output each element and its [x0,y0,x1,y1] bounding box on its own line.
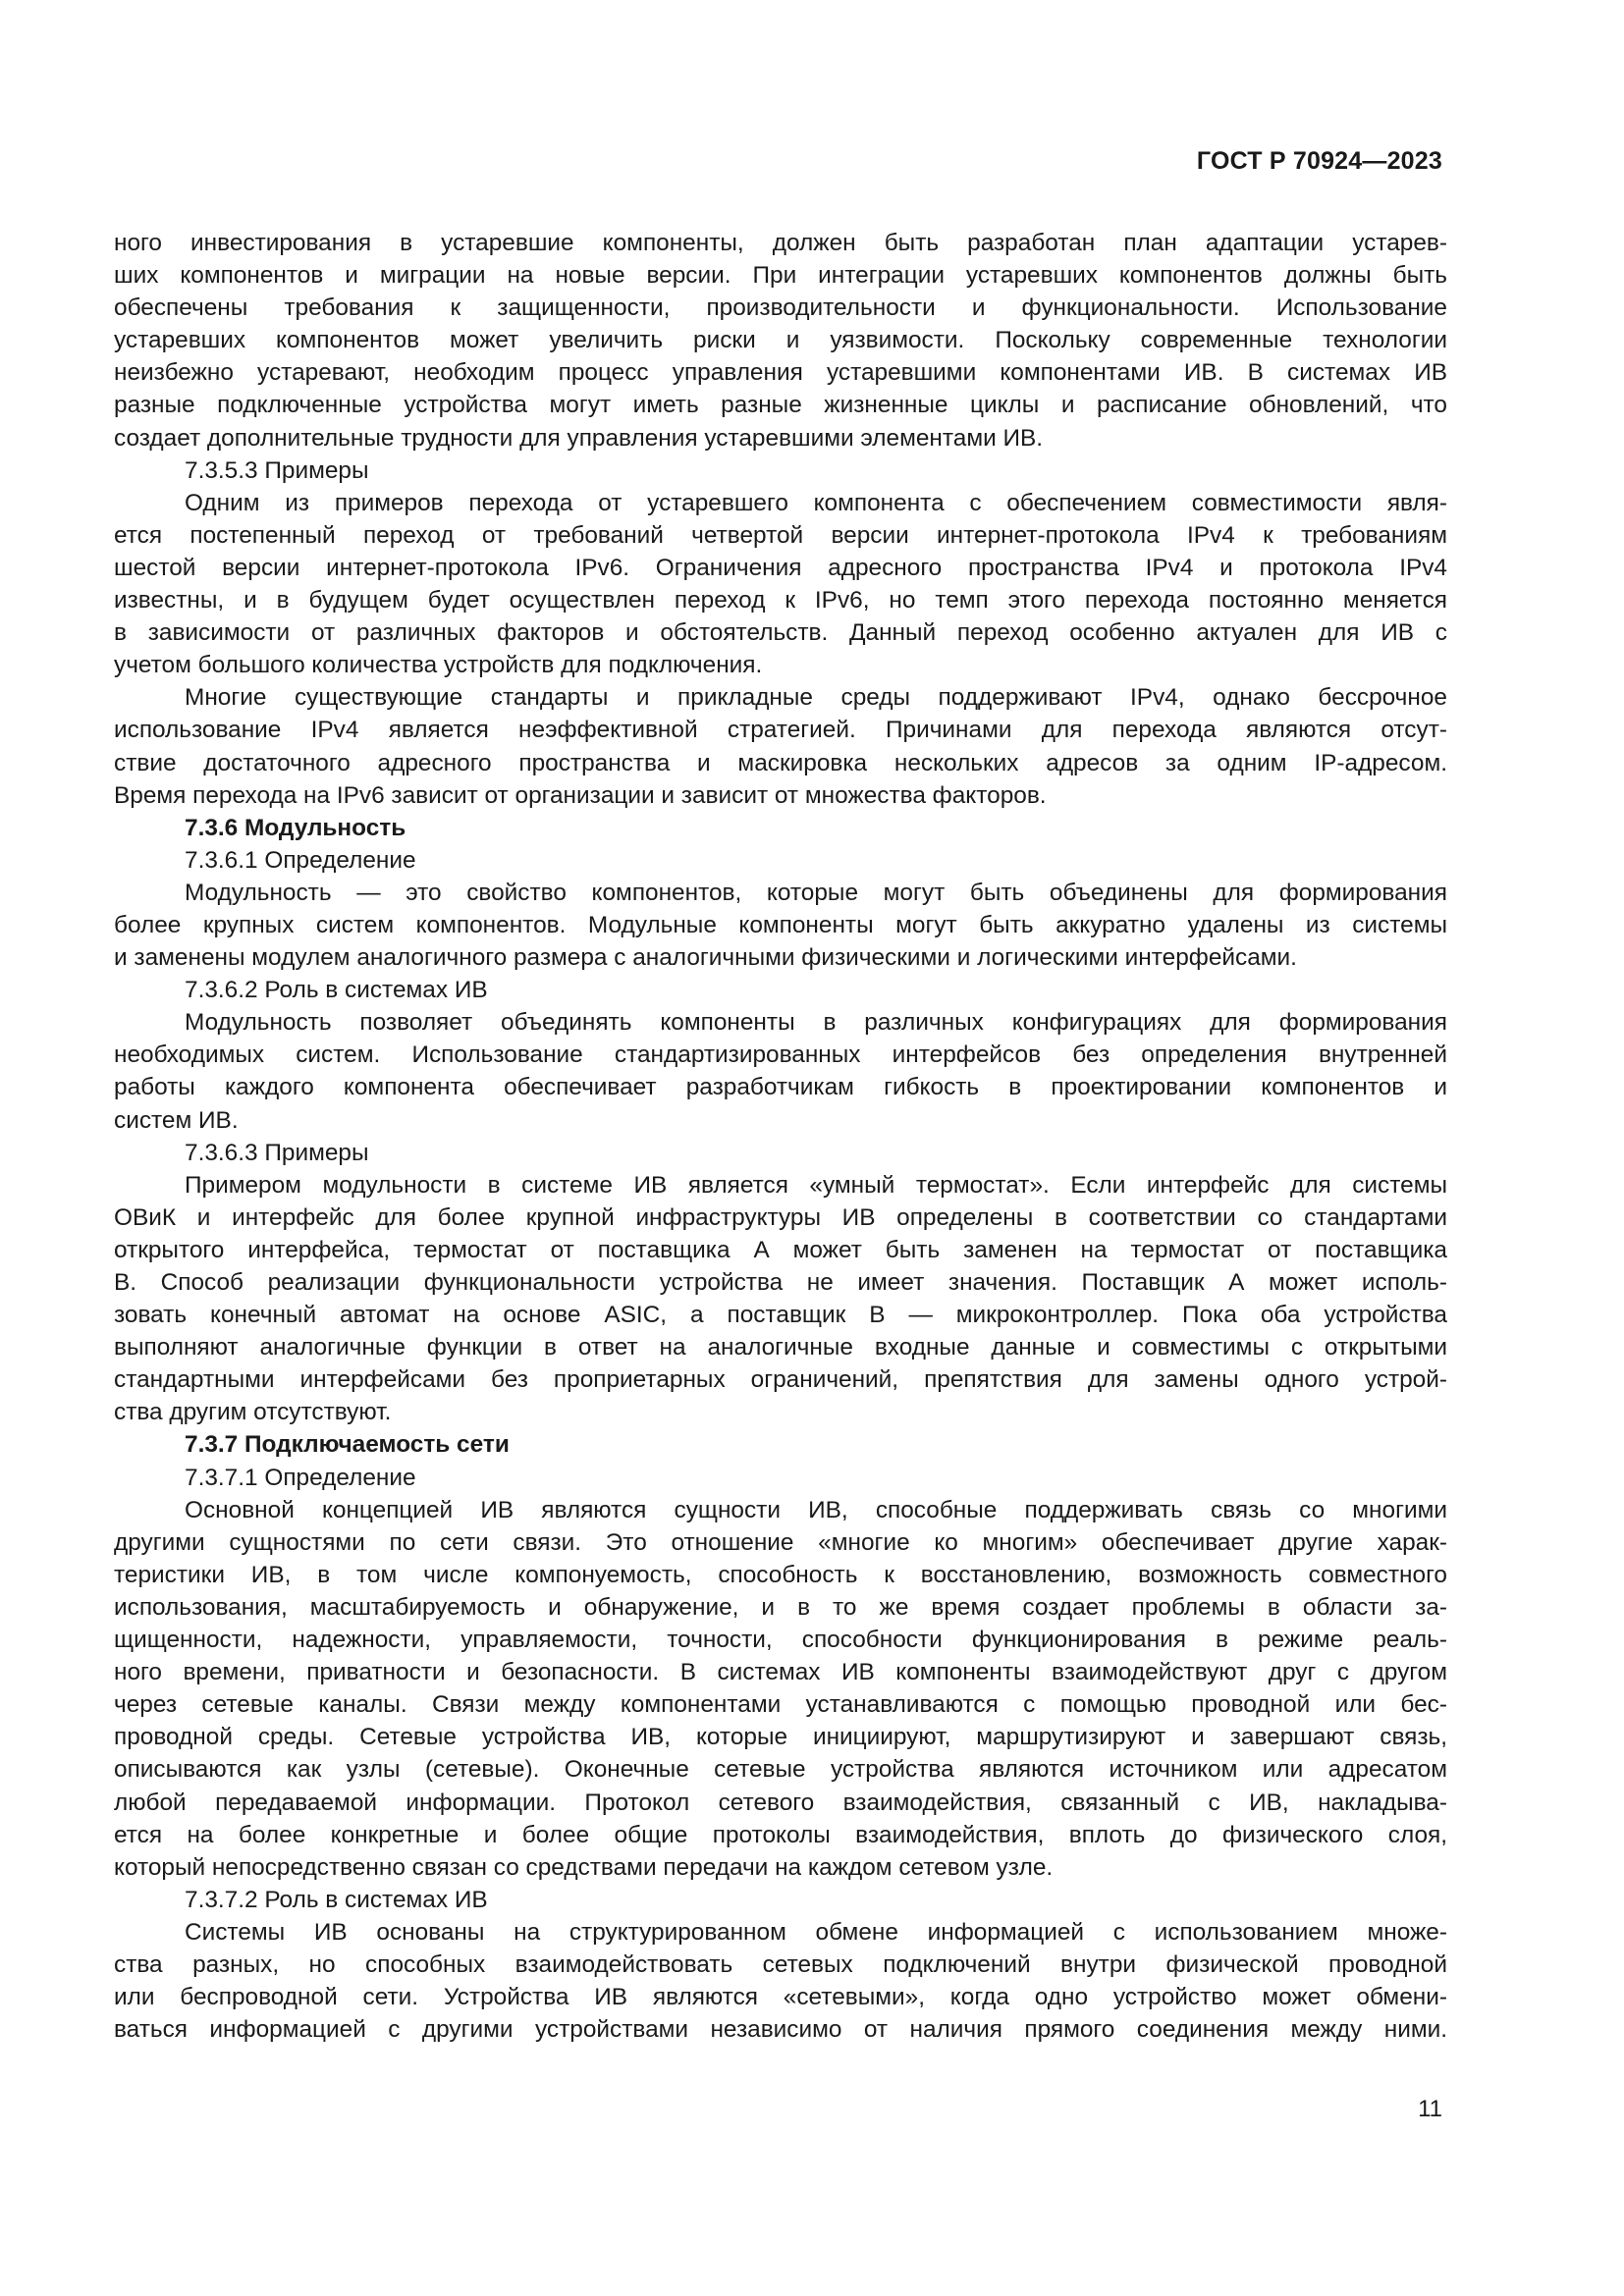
section-heading: 7.3.7.1 Определение [185,1464,416,1491]
section-heading: 7.3.7.2 Роль в системах ИВ [185,1886,488,1913]
paragraph [114,681,1447,811]
paragraph [114,227,1447,454]
text-line: Системы ИВ основаны на структурированном обмене информацией с использованием множе- [185,1918,1447,1946]
text-line: открытого интерфейса, термостат от поставщика А может быть заменен на термостат от поставщика [114,1236,1447,1263]
section-heading: 7.3.6.2 Роль в системах ИВ [185,977,488,1004]
text-line: теристики ИВ, в том числе компонуемость, способность к восстановлению, возможность совместного [114,1561,1447,1588]
text-line: ства разных, но способных взаимодействовать сетевых подключений внутри физической проводной [114,1950,1447,1978]
section-heading: 7.3.7 Подключаемость сети [185,1431,510,1459]
text-line: или беспроводной сети. Устройства ИВ являются «сетевыми», когда одно устройство может обмени- [114,1984,1447,2011]
paragraph [114,1006,1447,1136]
text-line: ного времени, приватности и безопасности. В системах ИВ компоненты взаимодействуют друг с другом [114,1659,1447,1686]
text-line: ется постепенный переход от требований четвертой версии интернет-протокола IPv4 к требованиям [114,521,1447,549]
text-line: который непосредственно связан со средствами передачи на каждом сетевом узле. [114,1853,1054,1881]
text-line: необходимых систем. Использование стандартизированных интерфейсов без определения внутренней [114,1041,1447,1069]
text-line: ваться информацией с другими устройствами независимо от наличия прямого соединения между ними. [114,2016,1447,2044]
paragraph [114,877,1447,974]
section-heading: 7.3.5.3 Примеры [185,456,369,484]
text-line: зовать конечный автомат на основе ASIC, а поставщик В — микроконтроллер. Пока оба устройства [114,1302,1447,1329]
document-body [114,227,1447,2046]
paragraph [114,487,1447,682]
text-line: разные подключенные устройства могут иметь разные жизненные циклы и расписание обновлений, что [114,392,1447,419]
text-line: учетом большого количества устройств для подключения. [114,652,763,679]
section-heading: 7.3.6.3 Примеры [185,1139,369,1166]
text-line: Примером модульности в системе ИВ является «умный термостат». Если интерфейс для системы [185,1171,1447,1199]
paragraph [114,1916,1447,2046]
text-line: Модульность — это свойство компонентов, которые могут быть объединены для формирования [185,879,1447,906]
text-line: ствие достаточного адресного пространства и маскировка нескольких адресов за одним IP-адресом. [114,749,1447,776]
text-line: Время перехода на IPv6 зависит от организации и зависит от множества факторов. [114,781,1047,809]
text-line: работы каждого компонента обеспечивает разработчикам гибкость в проектировании компонентов и [114,1074,1447,1101]
text-line: создает дополнительные трудности для управления устаревшими элементами ИВ. [114,424,1044,452]
text-line: ного инвестирования в устаревшие компоненты, должен быть разработан план адаптации устарев- [114,230,1447,256]
text-line: щищенности, надежности, управляемости, точности, способности функционирования в режиме реаль- [114,1627,1447,1654]
text-line: и заменены модулем аналогичного размера с аналогичными физическими и логическими интерфейсами. [114,944,1297,972]
text-line: Одним из примеров перехода от устаревшего компонента с обеспечением совместимости явля- [185,489,1447,516]
text-line: ется на более конкретные и более общие протоколы взаимодействия, вплоть до физического слоя, [114,1821,1447,1848]
text-line: устаревших компонентов может увеличить риски и уязвимости. Поскольку современные технологии [114,327,1447,354]
text-line: в зависимости от различных факторов и обстоятельств. Данный переход особенно актуален для ИВ с [114,619,1447,647]
text-line: Основной концепцией ИВ являются сущности ИВ, способные поддерживать связь со многими [185,1496,1447,1523]
text-line: выполняют аналогичные функции в ответ на аналогичные входные данные и совместимы с открытыми [114,1334,1447,1362]
text-line: через сетевые каналы. Связи между компонентами устанавливаются с помощью проводной или бес- [114,1691,1447,1719]
text-line: систем ИВ. [114,1106,239,1134]
section-heading: 7.3.6 Модульность [185,814,406,841]
text-line: описываются как узлы (сетевые). Оконечные сетевые устройства являются источником или адресатом [114,1756,1447,1784]
document-id-header: ГОСТ Р 70924—2023 [1196,147,1442,175]
text-line: неизбежно устаревают, необходим процесс управления устаревшими компонентами ИВ. В системах ИВ [114,359,1447,387]
section-heading: 7.3.6.1 Определение [185,846,416,874]
text-line: проводной среды. Сетевые устройства ИВ, которые инициируют, маршрутизируют и завершают связь, [114,1724,1447,1751]
text-line: шестой версии интернет-протокола IPv6. Ограничения адресного пространства IPv4 и протокола IPv4 [114,554,1447,581]
text-line: ших компонентов и миграции на новые версии. При интеграции устаревших компонентов должны быть [114,262,1447,290]
text-line: В. Способ реализации функциональности устройства не имеет значения. Поставщик А может исполь- [114,1269,1447,1296]
text-line: обеспечены требования к защищенности, производительности и функциональности. Использование [114,294,1447,322]
text-line: Многие существующие стандарты и прикладные среды поддерживают IPv4, однако бессрочное [185,684,1447,712]
text-line: ства другим отсутствуют. [114,1399,392,1426]
text-line: другими сущностями по сети связи. Это отношение «многие ко многим» обеспечивает другие харак- [114,1528,1447,1556]
page-number: 11 [1418,2096,1442,2122]
text-line: Модульность позволяет объединять компоненты в различных конфигурациях для формирования [185,1009,1447,1037]
text-line: ОВиК и интерфейс для более крупной инфраструктуры ИВ определены в соответствии со стандартами [114,1203,1447,1231]
text-line: стандартными интерфейсами без проприетарных ограничений, препятствия для замены одного устрой- [114,1366,1447,1394]
text-line: использование IPv4 является неэффективной стратегией. Причинами для перехода являются отсут- [114,717,1447,744]
text-line: известны, и в будущем будет осуществлен переход к IPv6, но темп этого перехода постоянно меняется [114,587,1447,614]
text-line: более крупных систем компонентов. Модульные компоненты могут быть аккуратно удалены из системы [114,911,1447,938]
text-line: использования, масштабируемость и обнаружение, и в то же время создает проблемы в области за- [114,1593,1447,1621]
paragraph [114,1169,1447,1429]
paragraph [114,1494,1447,1884]
text-line: любой передаваемой информации. Протокол сетевого взаимодействия, связанный с ИВ, накладыва- [114,1789,1447,1816]
